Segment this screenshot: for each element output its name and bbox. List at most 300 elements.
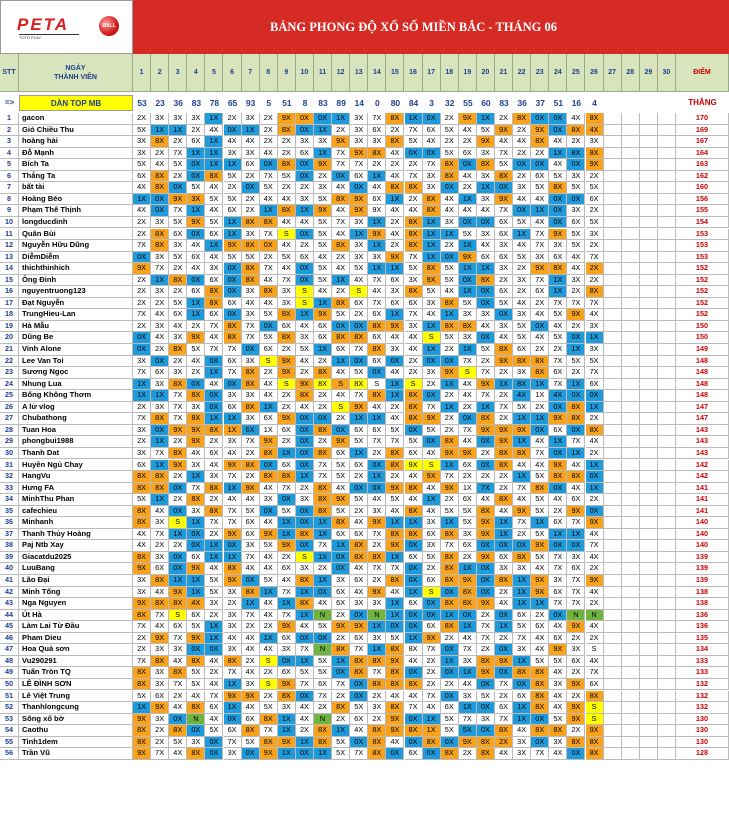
- row-stt: 56: [0, 748, 19, 760]
- day-cell: 8X: [459, 321, 477, 333]
- day-cell: 4X: [187, 356, 205, 368]
- row-stt: 20: [0, 332, 19, 344]
- day-cell: 1X: [151, 460, 169, 472]
- row-stt: 28: [0, 425, 19, 437]
- day-cell: 8X: [368, 552, 386, 564]
- day-cell: 9X: [260, 748, 278, 760]
- member-score: 141: [676, 483, 729, 495]
- member-score: 135: [676, 633, 729, 645]
- day-cell: S: [169, 610, 187, 622]
- day-cell: 2X: [133, 229, 151, 241]
- day-cell: 5X: [441, 125, 459, 137]
- day-cell: 9X: [549, 460, 567, 472]
- day-cell: 3X: [151, 402, 169, 414]
- day-cell: [622, 379, 640, 391]
- day-cell: 1X: [567, 529, 585, 541]
- member-score: 156: [676, 194, 729, 206]
- day-cell: 0X: [531, 321, 549, 333]
- day-cell: [622, 737, 640, 749]
- day-cell: 8X: [242, 460, 260, 472]
- day-cell: 6X: [260, 413, 278, 425]
- day-cell: N: [187, 714, 205, 726]
- day-cell: 2X: [459, 182, 477, 194]
- day-cell: [604, 587, 622, 599]
- day-cell: 8X: [187, 413, 205, 425]
- day-cell: 5X: [350, 436, 368, 448]
- day-cell: 8X: [224, 321, 242, 333]
- day-cell: [658, 633, 676, 645]
- day-cell: 4X: [205, 714, 223, 726]
- day-cell: 4X: [423, 309, 441, 321]
- member-name: bất tài: [19, 182, 133, 194]
- day-cell: 3X: [169, 113, 187, 125]
- logo-text: PETA: [17, 15, 70, 34]
- member-score: 139: [676, 575, 729, 587]
- day-cell: 1X: [386, 390, 404, 402]
- member-score: 150: [676, 332, 729, 344]
- day-cell: 2X: [278, 182, 296, 194]
- day-cell: 2X: [242, 171, 260, 183]
- day-cell: 4X: [205, 332, 223, 344]
- day-cell: 4X: [495, 598, 513, 610]
- day-cell: 0X: [405, 667, 423, 679]
- day-cell: [640, 621, 658, 633]
- day-cell: 6X: [133, 460, 151, 472]
- day-cell: 5X: [314, 263, 332, 275]
- day-cell: 2X: [513, 171, 531, 183]
- day-cell: [622, 575, 640, 587]
- day-cell: 1X: [224, 159, 242, 171]
- row-stt: 48: [0, 656, 19, 668]
- day-cell: 2X: [314, 436, 332, 448]
- day-cell: 8X: [133, 610, 151, 622]
- day-cell: 8X: [314, 737, 332, 749]
- day-cell: 2X: [567, 367, 585, 379]
- day-cell: 3X: [477, 309, 495, 321]
- day-cell: 1X: [296, 205, 314, 217]
- day-cell: 4X: [441, 286, 459, 298]
- day-cell: 8X: [187, 390, 205, 402]
- day-cell: S: [586, 702, 604, 714]
- day-cell: 5X: [260, 309, 278, 321]
- day-cell: 3X: [224, 390, 242, 402]
- day-cell: 7X: [567, 598, 585, 610]
- day-cell: 3X: [296, 194, 314, 206]
- day-cell: 3X: [350, 598, 368, 610]
- col-day: 25: [567, 54, 585, 92]
- day-cell: 1X: [386, 598, 404, 610]
- day-cell: 4X: [350, 563, 368, 575]
- day-cell: 0X: [224, 286, 242, 298]
- day-cell: 6X: [567, 656, 585, 668]
- day-cell: 0X: [187, 159, 205, 171]
- day-cell: 6X: [586, 379, 604, 391]
- day-cell: 8X: [368, 321, 386, 333]
- day-cell: 2X: [296, 367, 314, 379]
- day-cell: 2X: [169, 436, 187, 448]
- day-cell: 8X: [350, 667, 368, 679]
- day-cell: 5X: [477, 691, 495, 703]
- day-cell: 8X: [386, 448, 404, 460]
- day-cell: 7X: [224, 517, 242, 529]
- day-cell: 5X: [187, 679, 205, 691]
- day-cell: 8X: [531, 691, 549, 703]
- day-cell: 0X: [332, 321, 350, 333]
- day-cell: 2X: [386, 125, 404, 137]
- day-cell: [640, 344, 658, 356]
- day-cell: 6X: [187, 136, 205, 148]
- day-cell: [640, 252, 658, 264]
- day-cell: 6X: [531, 621, 549, 633]
- day-cell: [604, 540, 622, 552]
- day-cell: [640, 644, 658, 656]
- day-cell: 6X: [586, 194, 604, 206]
- day-cell: [640, 113, 658, 125]
- day-cell: 8X: [405, 413, 423, 425]
- day-cell: 5X: [386, 633, 404, 645]
- day-cell: 8X: [368, 679, 386, 691]
- day-cell: 6X: [278, 563, 296, 575]
- day-cell: 7X: [224, 344, 242, 356]
- day-cell: [604, 506, 622, 518]
- day-cell: [604, 356, 622, 368]
- day-cell: 5X: [513, 252, 531, 264]
- day-cell: 4X: [260, 298, 278, 310]
- day-cell: 8X: [405, 725, 423, 737]
- day-cell: 6X: [187, 286, 205, 298]
- day-cell: 0X: [459, 610, 477, 622]
- day-cell: 2X: [495, 413, 513, 425]
- day-cell: N: [586, 610, 604, 622]
- day-cell: 5X: [477, 125, 495, 137]
- day-cell: 6X: [242, 159, 260, 171]
- day-cell: 2X: [151, 344, 169, 356]
- day-cell: 1X: [151, 494, 169, 506]
- day-cell: S: [296, 286, 314, 298]
- day-cell: [604, 656, 622, 668]
- day-cell: 4X: [224, 494, 242, 506]
- day-cell: 4X: [151, 506, 169, 518]
- day-cell: 2X: [278, 552, 296, 564]
- day-cell: [604, 275, 622, 287]
- day-cell: 6X: [495, 286, 513, 298]
- day-cell: 8X: [368, 748, 386, 760]
- day-cell: 3X: [567, 275, 585, 287]
- day-cell: 2X: [386, 217, 404, 229]
- day-cell: 2X: [586, 240, 604, 252]
- day-cell: 8X: [314, 483, 332, 495]
- day-cell: 7X: [549, 552, 567, 564]
- day-cell: 8X: [350, 332, 368, 344]
- day-cell: 0X: [441, 252, 459, 264]
- day-cell: 8X: [567, 125, 585, 137]
- day-cell: [658, 332, 676, 344]
- day-cell: 7X: [151, 448, 169, 460]
- day-cell: 6X: [224, 356, 242, 368]
- day-cell: [604, 136, 622, 148]
- day-cell: 8X: [586, 425, 604, 437]
- row-stt: 21: [0, 344, 19, 356]
- day-cell: 6X: [495, 229, 513, 241]
- day-cell: 1X: [187, 205, 205, 217]
- day-cell: 3X: [459, 656, 477, 668]
- day-cell: 2X: [133, 633, 151, 645]
- day-cell: 8X: [405, 390, 423, 402]
- day-cell: 8X: [513, 113, 531, 125]
- day-cell: [604, 725, 622, 737]
- day-cell: 8X: [133, 667, 151, 679]
- day-cell: 8X: [260, 286, 278, 298]
- day-cell: 2X: [278, 402, 296, 414]
- day-cell: 0X: [296, 633, 314, 645]
- day-cell: 5X: [205, 587, 223, 599]
- row-stt: 22: [0, 356, 19, 368]
- day-cell: 4X: [567, 263, 585, 275]
- day-cell: [658, 321, 676, 333]
- top-number: 23: [155, 97, 165, 108]
- day-cell: 1X: [368, 263, 386, 275]
- member-score: 138: [676, 598, 729, 610]
- day-cell: 8X: [441, 563, 459, 575]
- day-cell: S: [260, 356, 278, 368]
- row-stt: 10: [0, 217, 19, 229]
- day-cell: 2X: [586, 413, 604, 425]
- member-score: 152: [676, 309, 729, 321]
- day-cell: 3X: [242, 309, 260, 321]
- day-cell: 4X: [513, 240, 531, 252]
- member-score: 160: [676, 182, 729, 194]
- day-cell: 2X: [459, 552, 477, 564]
- day-cell: 9X: [350, 621, 368, 633]
- day-cell: 8X: [278, 309, 296, 321]
- day-cell: 4X: [151, 332, 169, 344]
- day-cell: 8X: [477, 737, 495, 749]
- day-cell: 1X: [423, 217, 441, 229]
- day-cell: 8X: [441, 321, 459, 333]
- day-cell: 3X: [224, 610, 242, 622]
- day-cell: 4X: [495, 136, 513, 148]
- member-name: Minhanh: [19, 517, 133, 529]
- day-cell: 3X: [187, 402, 205, 414]
- day-cell: 5X: [586, 356, 604, 368]
- day-cell: 9X: [187, 332, 205, 344]
- member-name: thichthinhich: [19, 263, 133, 275]
- day-cell: 2X: [169, 263, 187, 275]
- day-cell: 6X: [242, 529, 260, 541]
- day-cell: 3X: [459, 332, 477, 344]
- day-cell: 2X: [169, 171, 187, 183]
- top-number: 36: [173, 97, 183, 108]
- day-cell: 7X: [477, 390, 495, 402]
- day-cell: 3X: [296, 136, 314, 148]
- day-cell: 4X: [549, 321, 567, 333]
- day-cell: 3X: [133, 356, 151, 368]
- day-cell: 8X: [441, 171, 459, 183]
- day-cell: 4X: [260, 552, 278, 564]
- day-cell: 7X: [368, 436, 386, 448]
- day-cell: 8X: [151, 483, 169, 495]
- day-cell: 9X: [459, 575, 477, 587]
- day-cell: 2X: [242, 205, 260, 217]
- day-cell: [658, 379, 676, 391]
- row-stt: 52: [0, 702, 19, 714]
- day-cell: 8X: [495, 494, 513, 506]
- day-cell: 2X: [169, 494, 187, 506]
- day-cell: 8X: [586, 286, 604, 298]
- day-cell: 3X: [187, 113, 205, 125]
- day-cell: 5X: [133, 125, 151, 137]
- day-cell: 1X: [314, 148, 332, 160]
- day-cell: 4X: [350, 725, 368, 737]
- day-cell: 8X: [495, 575, 513, 587]
- day-cell: 9X: [368, 229, 386, 241]
- day-cell: 8X: [296, 390, 314, 402]
- day-cell: 7X: [314, 471, 332, 483]
- day-cell: 0X: [260, 321, 278, 333]
- table-row: [0, 275, 729, 287]
- day-cell: S: [423, 587, 441, 599]
- day-cell: 1X: [332, 356, 350, 368]
- day-cell: [658, 540, 676, 552]
- day-cell: 8X: [495, 725, 513, 737]
- day-cell: 6X: [549, 252, 567, 264]
- day-cell: 6X: [441, 702, 459, 714]
- day-cell: 4X: [296, 321, 314, 333]
- day-cell: 0X: [187, 540, 205, 552]
- member-score: 132: [676, 702, 729, 714]
- day-cell: 8X: [169, 598, 187, 610]
- day-cell: 5X: [531, 182, 549, 194]
- day-cell: 6X: [332, 529, 350, 541]
- day-cell: 3X: [296, 332, 314, 344]
- day-cell: 1X: [368, 413, 386, 425]
- day-cell: [604, 309, 622, 321]
- top-number: 89: [336, 97, 346, 108]
- day-cell: 8X: [187, 656, 205, 668]
- member-score: 149: [676, 344, 729, 356]
- day-cell: 1X: [423, 229, 441, 241]
- day-cell: 8X: [495, 448, 513, 460]
- day-cell: 8X: [531, 367, 549, 379]
- day-cell: 0X: [495, 610, 513, 622]
- member-name: nguyentruong123: [19, 286, 133, 298]
- day-cell: 7X: [205, 517, 223, 529]
- day-cell: 7X: [495, 714, 513, 726]
- day-cell: 9X: [477, 379, 495, 391]
- day-cell: 9X: [151, 702, 169, 714]
- table-row: [0, 714, 729, 726]
- day-cell: 0X: [224, 125, 242, 137]
- member-score: 143: [676, 425, 729, 437]
- day-cell: 5X: [441, 332, 459, 344]
- day-cell: 1X: [549, 275, 567, 287]
- day-cell: 7X: [567, 298, 585, 310]
- day-cell: 0X: [423, 436, 441, 448]
- day-cell: 8X: [405, 240, 423, 252]
- row-stt: 17: [0, 298, 19, 310]
- day-cell: 8X: [405, 286, 423, 298]
- day-cell: 9X: [278, 679, 296, 691]
- day-cell: 7X: [477, 633, 495, 645]
- day-cell: [604, 460, 622, 472]
- day-cell: 9X: [386, 714, 404, 726]
- day-cell: 2X: [151, 725, 169, 737]
- day-cell: 3X: [368, 598, 386, 610]
- day-cell: 4X: [187, 691, 205, 703]
- day-cell: 8X: [549, 471, 567, 483]
- day-cell: 1X: [586, 402, 604, 414]
- day-cell: 4X: [386, 587, 404, 599]
- row-stt: 31: [0, 460, 19, 472]
- day-cell: 2X: [405, 194, 423, 206]
- day-cell: 1X: [224, 702, 242, 714]
- day-cell: 5X: [531, 506, 549, 518]
- day-cell: 7X: [205, 344, 223, 356]
- day-cell: 9X: [133, 263, 151, 275]
- day-cell: 1X: [151, 275, 169, 287]
- day-cell: [604, 344, 622, 356]
- day-cell: [622, 633, 640, 645]
- day-cell: 1X: [278, 448, 296, 460]
- day-cell: [604, 448, 622, 460]
- top-number: 83: [318, 97, 328, 108]
- day-cell: 7X: [531, 240, 549, 252]
- day-cell: 8X: [386, 702, 404, 714]
- day-cell: 6X: [495, 552, 513, 564]
- day-cell: 7X: [459, 425, 477, 437]
- day-cell: [658, 691, 676, 703]
- day-cell: 2X: [441, 113, 459, 125]
- day-cell: 6X: [332, 448, 350, 460]
- day-cell: 4X: [260, 275, 278, 287]
- day-cell: 1X: [205, 159, 223, 171]
- day-cell: 5X: [586, 217, 604, 229]
- day-cell: 0X: [386, 621, 404, 633]
- day-cell: 0X: [296, 425, 314, 437]
- day-cell: 5X: [169, 159, 187, 171]
- day-cell: [604, 667, 622, 679]
- day-cell: 6X: [187, 610, 205, 622]
- day-cell: 0X: [549, 113, 567, 125]
- day-cell: 3X: [224, 587, 242, 599]
- day-cell: 4X: [133, 182, 151, 194]
- day-cell: 2X: [441, 136, 459, 148]
- day-cell: S: [278, 229, 296, 241]
- day-cell: 5X: [133, 159, 151, 171]
- day-cell: [640, 448, 658, 460]
- day-cell: 0X: [477, 575, 495, 587]
- day-cell: 8X: [151, 598, 169, 610]
- day-cell: 3X: [350, 240, 368, 252]
- day-cell: 4X: [332, 205, 350, 217]
- day-cell: 8X: [405, 644, 423, 656]
- day-cell: 7X: [350, 390, 368, 402]
- day-cell: 9X: [332, 494, 350, 506]
- day-cell: [640, 702, 658, 714]
- day-cell: [604, 529, 622, 541]
- day-cell: 7X: [405, 125, 423, 137]
- day-cell: [640, 379, 658, 391]
- day-cell: 9X: [495, 656, 513, 668]
- col-day: 26: [586, 54, 604, 92]
- day-cell: 9X: [350, 402, 368, 414]
- day-cell: [604, 229, 622, 241]
- day-cell: 6X: [242, 517, 260, 529]
- day-cell: 2X: [314, 356, 332, 368]
- day-cell: 7X: [477, 367, 495, 379]
- day-cell: [658, 217, 676, 229]
- col-day: 21: [495, 54, 513, 92]
